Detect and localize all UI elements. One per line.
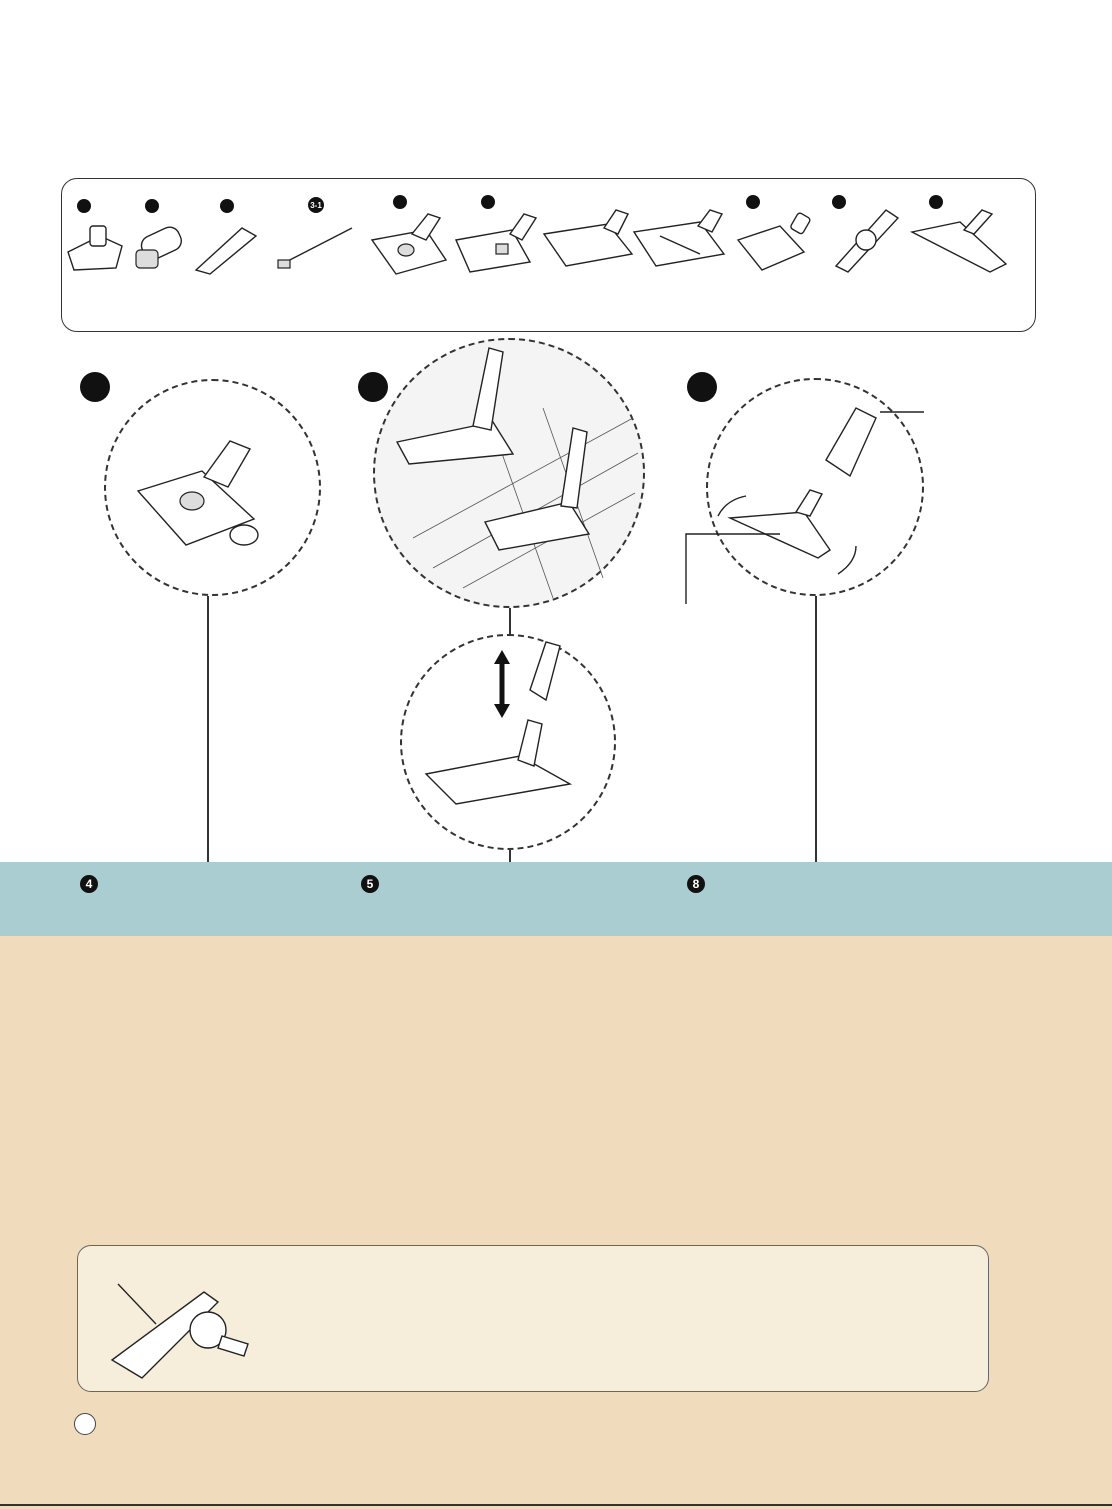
- adapter-icon: [836, 210, 898, 272]
- accessory-marker: [481, 195, 495, 209]
- footer-marker: [74, 1413, 96, 1435]
- caption-number-5: 5: [361, 875, 379, 893]
- cleaning-brush-icon: [278, 228, 352, 268]
- crevice-tool-icon: [196, 228, 256, 274]
- bottom-rule: [0, 1504, 1112, 1506]
- accessory-marker: [746, 195, 760, 209]
- caption-number-8: 8: [687, 875, 705, 893]
- leader-line: [207, 596, 209, 862]
- caption-number-4: 4: [80, 875, 98, 893]
- combination-nozzle-icon: [456, 214, 536, 272]
- nozzle-underside-icon: [108, 1282, 258, 1382]
- floor-nozzle-icon: [544, 210, 632, 266]
- parquet-nozzle-icon: [912, 210, 1006, 272]
- accessory-marker: [832, 195, 846, 209]
- dusting-brush-icon: [136, 224, 185, 268]
- leader-line: [509, 850, 511, 862]
- nozzle-attach-drawing: [400, 634, 616, 850]
- accessory-marker: [393, 195, 407, 209]
- upholstery-tool-icon: [68, 226, 122, 270]
- turbo-nozzle-drawing: [104, 379, 321, 596]
- leader-line: [509, 608, 511, 636]
- accessory-marker-3-1: 3-1: [308, 197, 324, 213]
- turbo-nozzle-icon: [372, 214, 446, 274]
- accessory-illustrations: [60, 210, 1040, 300]
- mini-turbo-icon: [738, 212, 811, 270]
- instructions-area: [0, 936, 1112, 1509]
- floor-nozzle-icon: [634, 210, 724, 266]
- floor-setting-drawing: [373, 338, 645, 608]
- callout-lines: [684, 410, 924, 610]
- caption-band: [0, 862, 1112, 936]
- leader-line: [815, 596, 817, 862]
- accessory-marker: [929, 195, 943, 209]
